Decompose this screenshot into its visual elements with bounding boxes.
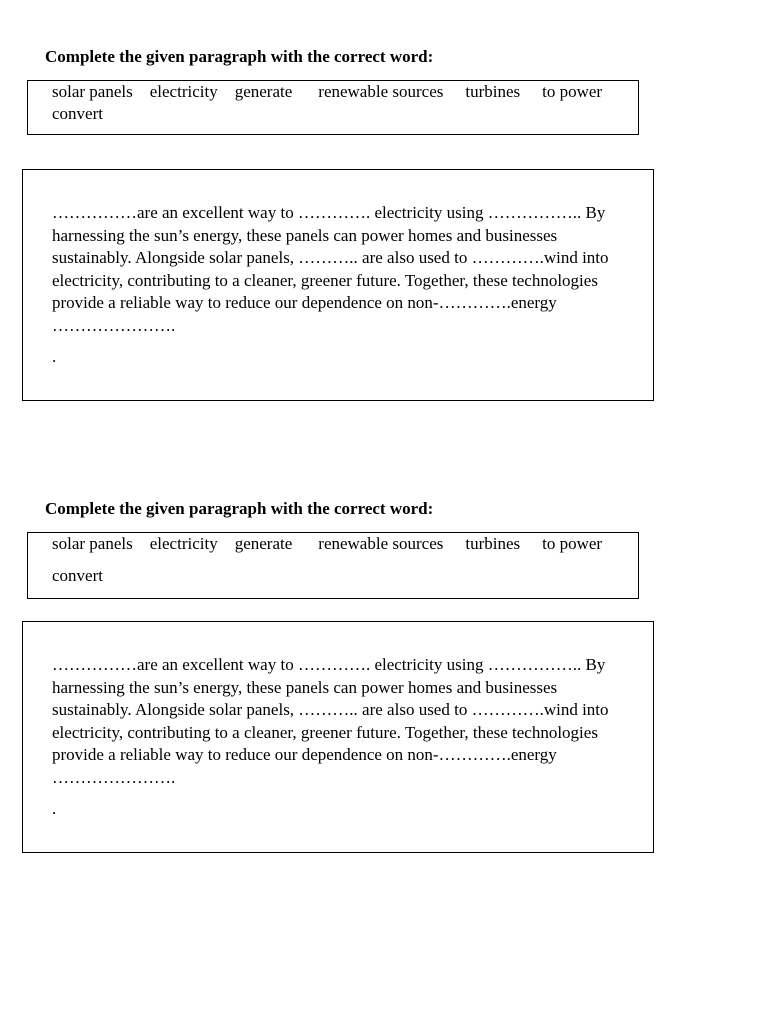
word-bank-item: convert	[52, 566, 103, 585]
word-bank-item: to power	[542, 534, 603, 553]
word-bank-item: generate	[234, 534, 293, 553]
word-bank-item: turbines	[465, 82, 521, 101]
word-bank-item: electricity	[149, 534, 218, 553]
word-bank-item: renewable sources	[318, 534, 444, 553]
word-bank-row	[52, 533, 602, 555]
word-bank-row	[52, 81, 602, 103]
word-bank-item: turbines	[465, 534, 521, 553]
word-bank-item: generate	[234, 82, 293, 101]
word-bank-box	[27, 532, 639, 599]
word-bank-item: solar panels	[52, 534, 133, 553]
word-bank-item: to power	[542, 82, 603, 101]
word-bank-box	[27, 80, 639, 135]
word-bank-item: solar panels	[52, 82, 133, 101]
word-bank-item: electricity	[149, 82, 218, 101]
exercise-2	[0, 452, 768, 852]
exercise-1	[0, 0, 768, 400]
word-bank-item: convert	[52, 104, 103, 123]
paragraph-box	[22, 169, 654, 401]
fill-in-paragraph: ……………are an excellent way to …………. electricity using …………….. By harnessing the sun’s energy, these panels can power homes and businesses sustainably. Alongside solar panels, ……….. are also used to ………….wind into electricity, contributing to a cleaner, greener future. Together, these technologies provide a reliable way to reduce our dependence on non-………….energy ………………….	[52, 655, 609, 787]
exercise-heading: Complete the given paragraph with the correct word:	[45, 47, 434, 66]
word-bank-item: renewable sources	[318, 82, 444, 101]
trailing-dot: .	[52, 347, 57, 366]
exercise-heading: Complete the given paragraph with the correct word:	[45, 499, 434, 518]
paragraph-box	[22, 621, 654, 853]
fill-in-paragraph: ……………are an excellent way to …………. electricity using …………….. By harnessing the sun’s energy, these panels can power homes and businesses sustainably. Alongside solar panels, ……….. are also used to ………….wind into electricity, contributing to a cleaner, greener future. Together, these technologies provide a reliable way to reduce our dependence on non-………….energy ………………….	[52, 203, 609, 335]
trailing-dot: .	[52, 799, 57, 818]
